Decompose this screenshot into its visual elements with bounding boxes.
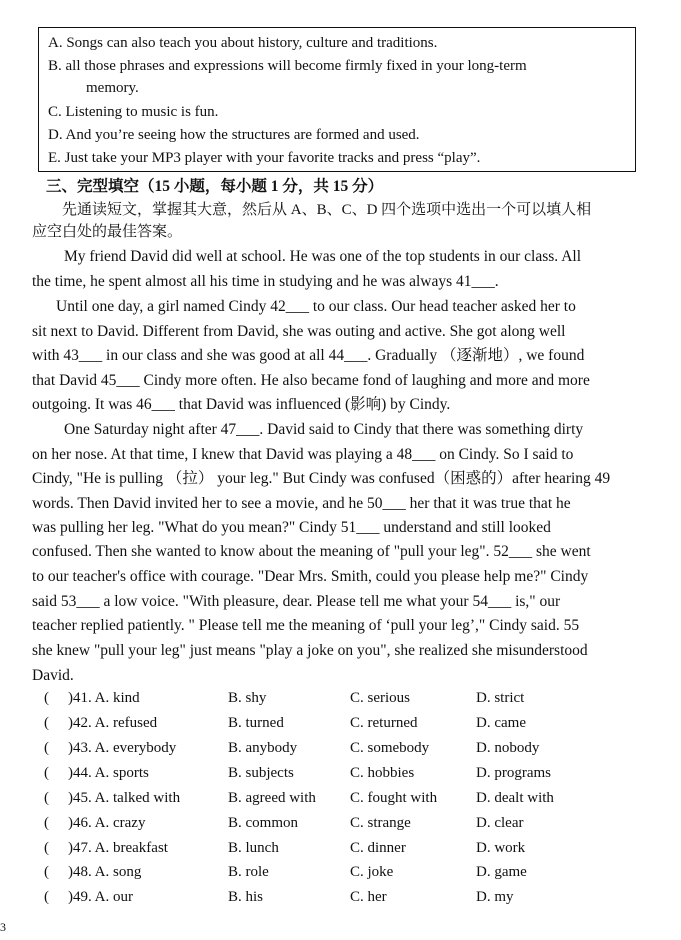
question-option-d: D. came [476,715,526,731]
option-b: B. all those phrases and expressions will become firmly fixed in your long-term [48,58,527,74]
question-option-c: C. strange [350,815,411,831]
passage-line-11: words. Then David invited her to see a movie, and he 50___ her that it was true that he [32,495,571,512]
option-c: C. Listening to music is fun. [48,104,219,120]
option-a: A. Songs can also teach you about history, culture and traditions. [48,35,438,51]
question-option-a: )47. A. breakfast [68,840,168,856]
passage-line-7: outgoing. It was 46___ that David was influenced (影响) by Cindy. [32,396,451,413]
instruction-line-1: 先通读短文，掌握其大意，然后从 A、B、C、D 四个选项中选出一个可以填人相 [62,202,592,218]
question-option-a: )41. A. kind [68,690,140,706]
question-option-b: B. agreed with [228,790,316,806]
page-number: 3 [0,920,6,934]
answer-paren: ( [44,765,49,781]
question-option-c: C. hobbies [350,765,415,781]
passage-line-16: teacher replied patiently. " Please tell me the meaning of ‘pull your leg’," Cindy said. 55 [32,617,580,634]
question-option-c: C. dinner [350,840,406,856]
question-option-b: B. role [228,864,269,880]
answer-paren: ( [44,790,49,806]
answer-paren: ( [44,715,49,731]
answer-paren: ( [44,840,49,856]
passage-line-1: My friend David did well at school. He was one of the top students in our class. All [64,248,582,265]
passage-line-13: confused. Then she wanted to know about the meaning of "pull your leg". 52___ she went [32,543,591,560]
answer-paren: ( [44,889,49,905]
question-option-b: B. his [228,889,264,905]
passage-line-6: that David 45___ Cindy more often. He also became fond of laughing and more and more [32,372,590,389]
answer-paren: ( [44,740,49,756]
option-d: D. And you’re seeing how the structures are formed and used. [48,127,420,143]
answer-paren: ( [44,815,49,831]
passage-line-14: to our teacher's office with courage. "Dear Mrs. Smith, could you please help me?" Cindy [32,568,589,585]
passage-line-15: said 53___ a low voice. "With pleasure, dear. Please tell me what your 54___ is," our [32,593,561,610]
question-option-c: C. her [350,889,387,905]
question-option-b: B. subjects [228,765,294,781]
question-option-d: D. game [476,864,527,880]
question-option-b: B. shy [228,690,267,706]
passage-line-10: Cindy, "He is pulling （拉） your leg." But Cindy was confused（困惑的）after hearing 49 [32,470,611,487]
question-option-d: D. work [476,840,526,856]
question-option-c: C. fought with [350,790,438,806]
question-option-a: )42. A. refused [68,715,158,731]
question-option-d: D. nobody [476,740,540,756]
passage-line-12: was pulling her leg. "What do you mean?" Cindy 51___ understand and still looked [32,519,551,536]
question-option-d: D. my [476,889,514,905]
passage-line-5: with 43___ in our class and she was good at all 44___. Gradually （逐渐地）, we found [32,347,585,364]
question-option-c: C. serious [350,690,410,706]
option-e: E. Just take your MP3 player with your favorite tracks and press “play”. [48,150,481,166]
question-option-d: D. clear [476,815,524,831]
passage-line-2: the time, he spent almost all his time in studying and he was always 41___. [32,273,499,290]
question-option-a: )45. A. talked with [68,790,181,806]
question-option-b: B. lunch [228,840,279,856]
question-option-b: B. common [228,815,298,831]
passage-line-18: David. [32,667,74,684]
passage-line-4: sit next to David. Different from David, she was outing and active. She got along well [32,323,566,340]
question-option-b: B. anybody [228,740,298,756]
passage-line-8: One Saturday night after 47___. David said to Cindy that there was something dirty [64,421,584,438]
question-option-d: D. dealt with [476,790,554,806]
passage-line-9: on her nose. At that time, I knew that David was playing a 48___ on Cindy. So I said to [32,446,574,463]
question-option-a: )44. A. sports [68,765,149,781]
question-option-a: )43. A. everybody [68,740,177,756]
instruction-line-2: 应空白处的最佳答案。 [32,224,183,240]
answer-paren: ( [44,864,49,880]
question-option-d: D. strict [476,690,525,706]
question-option-c: C. joke [350,864,394,880]
question-option-a: )49. A. our [68,889,133,905]
question-option-c: C. somebody [350,740,430,756]
question-option-d: D. programs [476,765,551,781]
section-heading: 三、完型填空（15 小题，每小题 1 分，共 15 分） [46,178,384,195]
question-option-a: )48. A. song [68,864,142,880]
passage-line-17: she knew "pull your leg" just means "play a joke on you", she realized she misunderstood [32,642,588,659]
question-option-b: B. turned [228,715,284,731]
option-b-cont: memory. [86,80,139,96]
question-option-a: )46. A. crazy [68,815,146,831]
answer-paren: ( [44,690,49,706]
passage-line-3: Until one day, a girl named Cindy 42___ to our class. Our head teacher asked her to [56,298,576,315]
question-option-c: C. returned [350,715,418,731]
